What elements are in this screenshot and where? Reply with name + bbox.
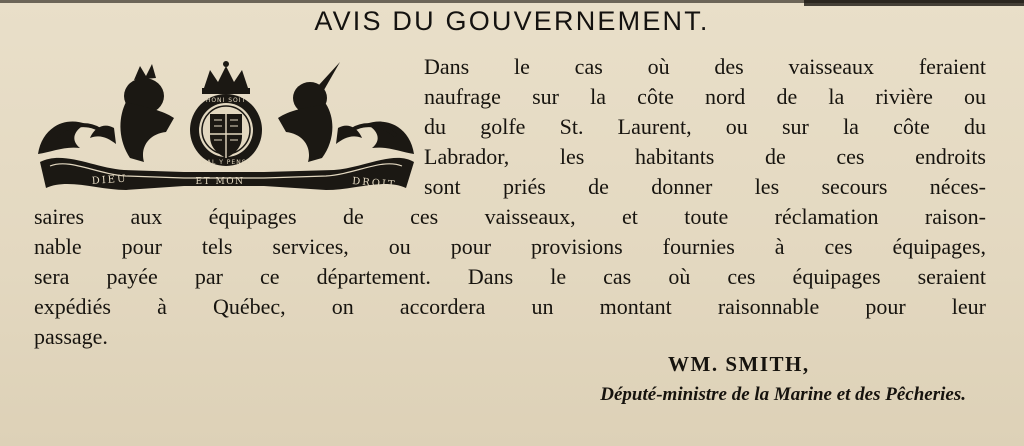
svg-text:HONI SOIT: HONI SOIT [205,97,247,104]
body-line: sera payée par ce département. Dans le cas où ces équipages seraient [34,264,986,289]
notice-title: AVIS DU GOUVERNEMENT. [314,6,710,36]
svg-text:DROIT: DROIT [351,176,397,191]
body-line: sont priés de donner les secours néces- [424,174,986,199]
notice-body-beside-crest [424,52,986,202]
body-line: passage. [34,324,108,349]
notice-body-full-width [34,202,986,352]
body-line: nable pour tels services, ou pour provisions fournies à ces équipages, [34,234,986,259]
body-line: Dans le cas où des vaisseaux feraient [424,54,986,79]
svg-text:ET MON: ET MON [195,177,245,187]
body-line: du golfe St. Laurent, ou sur la côte du [424,114,986,139]
royal-coat-of-arms-icon [34,58,418,198]
body-line: saires aux équipages de ces vaisseaux, et toute réclamation raison- [34,204,986,229]
body-line: expédiés à Québec, on accordera un montant raisonnable pour leur [34,294,986,319]
svg-text:DIEU: DIEU [91,173,128,187]
body-line: Labrador, les habitants de ces endroits [424,144,986,169]
body-line: naufrage sur la côte nord de la rivière ou [424,84,986,109]
svg-text:MAL Y PENSE: MAL Y PENSE [200,159,252,166]
signatory-title: Député-ministre de la Marine et des Pêcheries. [600,384,966,405]
signature-name: WM. SMITH, [668,352,810,376]
